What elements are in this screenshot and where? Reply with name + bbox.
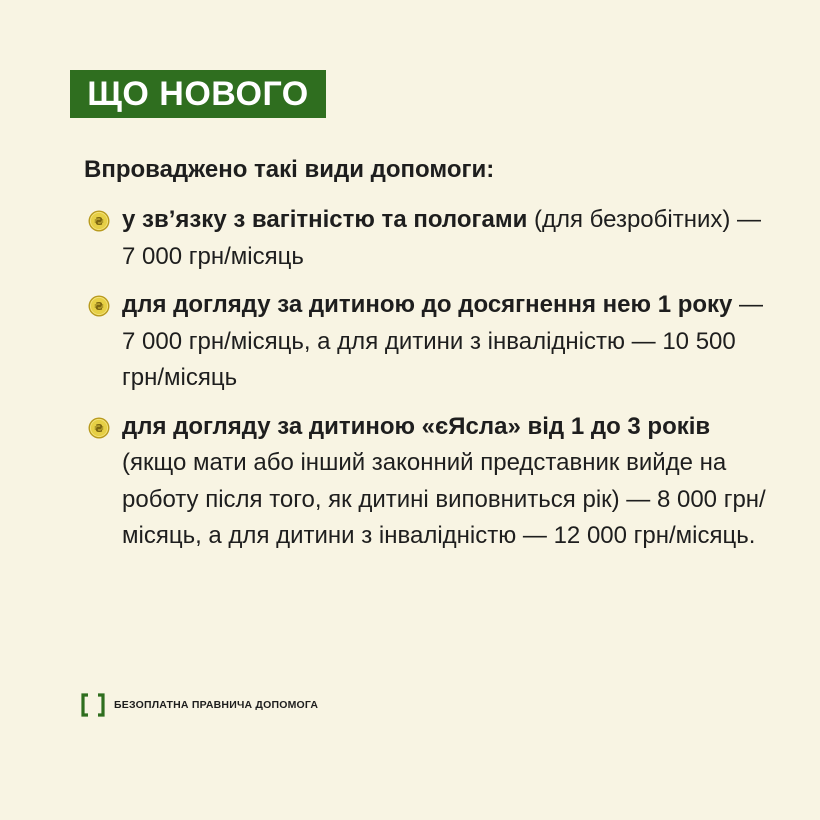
svg-text:₴: ₴ [94, 421, 104, 435]
benefits-list [88, 202, 768, 567]
section-badge: ЩО НОВОГО [70, 70, 326, 118]
item-detail: (для безробітних) — 7 000 грн/місяць [122, 206, 762, 270]
item-detail: — 7 000 грн/місяць, а для дитини з інвалідністю — 10 500 грн/місяць [122, 291, 764, 391]
intro-heading: Впроваджено такі види допомоги: [84, 156, 495, 183]
hryvnia-coin-icon [88, 417, 110, 439]
item-detail: (якщо мати або інший законний представник вийде на роботу після того, як дитині виповниться рік) — 8 000 грн/місяць, а для дитини з інвалідністю — 12 000 грн/місяць. [122, 449, 766, 549]
item-title: у зв’язку з вагітністю та пологами [122, 206, 528, 233]
list-item [88, 202, 768, 275]
list-item [88, 287, 768, 397]
svg-text:₴: ₴ [94, 300, 104, 313]
item-title: для догляду за дитиною «єЯсла» від 1 до 3 років [122, 412, 711, 440]
hryvnia-coin-icon [88, 295, 110, 317]
hryvnia-coin-icon [88, 210, 110, 232]
list-item [88, 409, 768, 555]
footer-brand [80, 693, 318, 717]
footer-org-name: БЕЗОПЛАТНА ПРАВНИЧА ДОПОМОГА [114, 699, 319, 711]
svg-text:₴: ₴ [94, 215, 104, 228]
item-title: для догляду за дитиною до досягнення нею 1 року [122, 291, 733, 318]
bracket-logo-icon [80, 693, 106, 717]
